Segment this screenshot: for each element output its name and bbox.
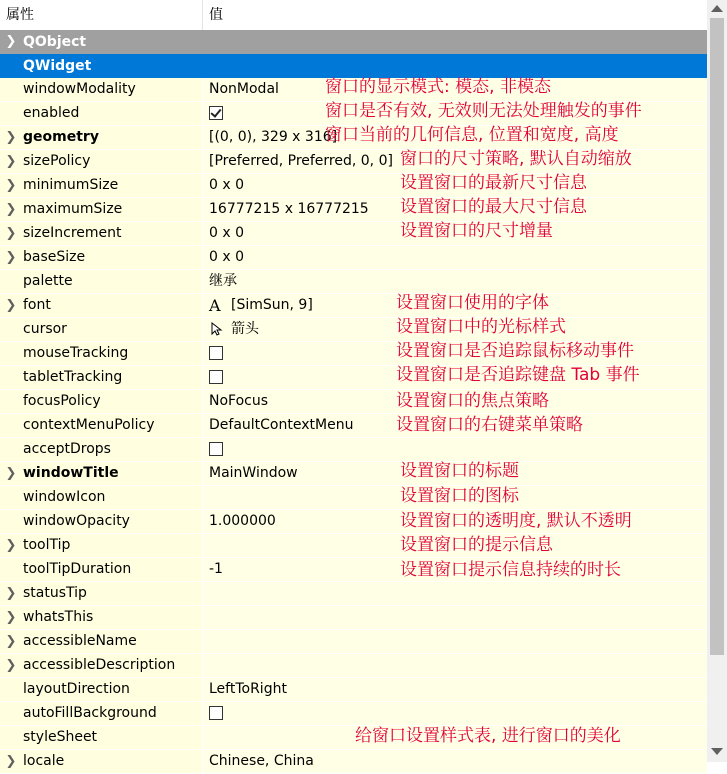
- property-value: Chinese, China: [209, 753, 314, 769]
- property-value: [(0, 0), 329 x 316]: [209, 129, 338, 145]
- chevron-right-icon[interactable]: ❯: [5, 754, 17, 769]
- annotation-cursor: 设置窗口中的光标样式: [396, 317, 566, 337]
- annotation-focusPolicy: 设置窗口的焦点策略: [396, 391, 549, 411]
- chevron-right-icon[interactable]: ❯: [5, 634, 17, 649]
- chevron-right-icon[interactable]: ❯: [5, 586, 17, 601]
- property-name: minimumSize: [23, 177, 119, 193]
- mouseTracking-checkbox[interactable]: [209, 346, 223, 360]
- annotation-tabletTracking: 设置窗口是否追踪键盘 Tab 事件: [396, 365, 640, 385]
- property-name: accessibleName: [23, 633, 137, 649]
- value-cell[interactable]: [202, 270, 707, 293]
- property-value: 继承: [209, 273, 237, 289]
- scroll-up-icon[interactable]: [711, 5, 723, 12]
- annotation-sizeIncrement: 设置窗口的尺寸增量: [400, 221, 553, 241]
- font-icon: A: [209, 296, 221, 315]
- annotation-toolTip: 设置窗口的提示信息: [400, 535, 553, 555]
- property-name: geometry: [23, 129, 99, 145]
- group-qobject[interactable]: [0, 30, 707, 54]
- property-value: [SimSun, 9]: [231, 297, 313, 313]
- row-cursor[interactable]: [0, 318, 707, 342]
- chevron-right-icon[interactable]: ❯: [5, 466, 17, 481]
- property-value: 16777215 x 16777215: [209, 201, 369, 217]
- value-cell[interactable]: [202, 582, 707, 605]
- row-acceptDrops[interactable]: [0, 438, 707, 462]
- value-cell[interactable]: [202, 702, 707, 725]
- row-locale[interactable]: [0, 750, 707, 774]
- value-cell[interactable]: [202, 246, 707, 269]
- annotation-contextMenuPolicy: 设置窗口的右键菜单策略: [396, 415, 583, 435]
- property-table-header: [0, 0, 707, 31]
- row-whatsThis[interactable]: [0, 606, 707, 630]
- annotation-windowModality: 窗口的显示模式: 模态, 非模态: [325, 77, 551, 97]
- property-name: toolTipDuration: [23, 561, 132, 577]
- property-name: layoutDirection: [23, 681, 130, 697]
- vertical-scrollbar[interactable]: [707, 0, 727, 762]
- property-name: statusTip: [23, 585, 87, 601]
- column-divider[interactable]: [202, 0, 203, 30]
- property-value: 0 x 0: [209, 177, 244, 193]
- value-cell[interactable]: [202, 654, 707, 677]
- property-name: windowOpacity: [23, 513, 130, 529]
- property-name: enabled: [23, 105, 80, 121]
- row-accessibleDescription[interactable]: [0, 654, 707, 678]
- annotation-enabled: 窗口是否有效, 无效则无法处理触发的事件: [325, 101, 642, 121]
- annotation-styleSheet: 给窗口设置样式表, 进行窗口的美化: [355, 726, 621, 746]
- property-value: DefaultContextMenu: [209, 417, 354, 433]
- row-palette[interactable]: [0, 270, 707, 294]
- row-accessibleName[interactable]: [0, 630, 707, 654]
- chevron-right-icon[interactable]: ❯: [5, 226, 17, 241]
- value-column-header[interactable]: 值: [209, 7, 223, 23]
- chevron-right-icon[interactable]: ❯: [5, 130, 17, 145]
- scroll-down-icon[interactable]: [711, 748, 723, 755]
- chevron-right-icon[interactable]: ❯: [5, 202, 17, 217]
- arrow-cursor-icon: [211, 322, 223, 336]
- property-value: NoFocus: [209, 393, 269, 409]
- value-cell[interactable]: [202, 606, 707, 629]
- chevron-right-icon[interactable]: ❯: [5, 154, 17, 169]
- tabletTracking-checkbox[interactable]: [209, 370, 223, 384]
- row-sizeIncrement[interactable]: [0, 222, 707, 246]
- property-name: sizeIncrement: [23, 225, 122, 241]
- enabled-checkbox[interactable]: [209, 106, 223, 120]
- row-autoFillBackground[interactable]: [0, 702, 707, 726]
- property-value: 箭头: [231, 321, 259, 337]
- value-cell[interactable]: [202, 630, 707, 653]
- row-windowIcon[interactable]: [0, 486, 707, 510]
- property-value: MainWindow: [209, 465, 298, 481]
- property-name: tabletTracking: [23, 369, 123, 385]
- annotation-windowTitle: 设置窗口的标题: [400, 461, 519, 481]
- acceptDrops-checkbox[interactable]: [209, 442, 223, 456]
- property-name: windowTitle: [23, 465, 119, 481]
- property-name: toolTip: [23, 537, 71, 553]
- annotation-toolTipDuration: 设置窗口提示信息持续的时长: [400, 560, 621, 580]
- property-name: focusPolicy: [23, 393, 101, 409]
- chevron-right-icon[interactable]: ❯: [5, 298, 17, 313]
- annotation-mouseTracking: 设置窗口是否追踪鼠标移动事件: [396, 341, 634, 361]
- property-name: sizePolicy: [23, 153, 91, 169]
- row-statusTip[interactable]: [0, 582, 707, 606]
- property-name: accessibleDescription: [23, 657, 176, 673]
- group-qwidget[interactable]: [0, 54, 707, 78]
- property-name: windowIcon: [23, 489, 106, 505]
- property-value: NonModal: [209, 81, 279, 97]
- row-minimumSize[interactable]: [0, 174, 707, 198]
- annotation-minimumSize: 设置窗口的最新尺寸信息: [400, 173, 587, 193]
- property-name: windowModality: [23, 81, 136, 97]
- property-value: [Preferred, Preferred, 0, 0]: [209, 153, 393, 169]
- row-toolTip[interactable]: [0, 534, 707, 558]
- row-baseSize[interactable]: [0, 246, 707, 270]
- property-name: mouseTracking: [23, 345, 129, 361]
- property-value: 0 x 0: [209, 249, 244, 265]
- annotation-maximumSize: 设置窗口的最大尺寸信息: [400, 197, 587, 217]
- row-contextMenuPolicy[interactable]: [0, 414, 707, 438]
- chevron-right-icon[interactable]: ❯: [5, 34, 17, 49]
- annotation-windowIcon: 设置窗口的图标: [400, 486, 519, 506]
- chevron-right-icon[interactable]: ❯: [5, 610, 17, 625]
- property-name: styleSheet: [23, 729, 98, 745]
- scrollbar-thumb[interactable]: [710, 18, 724, 655]
- property-name: contextMenuPolicy: [23, 417, 155, 433]
- row-layoutDirection[interactable]: [0, 678, 707, 702]
- chevron-right-icon[interactable]: ❯: [5, 250, 17, 265]
- property-name: maximumSize: [23, 201, 123, 217]
- value-cell[interactable]: [202, 678, 707, 701]
- chevron-right-icon[interactable]: ❯: [5, 538, 17, 553]
- property-value: LeftToRight: [209, 681, 287, 697]
- value-cell[interactable]: [202, 438, 707, 461]
- row-maximumSize[interactable]: [0, 198, 707, 222]
- property-column-header[interactable]: 属性: [6, 7, 34, 23]
- group-label: QObject: [23, 34, 87, 50]
- property-name: acceptDrops: [23, 441, 111, 457]
- chevron-right-icon[interactable]: ❯: [5, 658, 17, 673]
- property-name: locale: [23, 753, 65, 769]
- autoFillBackground-checkbox[interactable]: [209, 706, 223, 720]
- property-name: font: [23, 297, 51, 313]
- chevron-right-icon[interactable]: ❯: [5, 178, 17, 193]
- chevron-down-icon[interactable]: [4, 54, 18, 78]
- property-value: 0 x 0: [209, 225, 244, 241]
- property-name: baseSize: [23, 249, 86, 265]
- row-font[interactable]: [0, 294, 707, 318]
- annotation-geometry: 窗口当前的几何信息, 位置和宽度, 高度: [325, 125, 619, 145]
- annotation-windowOpacity: 设置窗口的透明度, 默认不透明: [400, 511, 632, 531]
- property-name: autoFillBackground: [23, 705, 157, 721]
- row-focusPolicy[interactable]: [0, 390, 707, 414]
- property-name: whatsThis: [23, 609, 94, 625]
- property-value: 1.000000: [209, 513, 276, 529]
- annotation-font: 设置窗口使用的字体: [396, 293, 549, 313]
- property-value: -1: [209, 561, 223, 577]
- group-label: QWidget: [23, 58, 92, 74]
- property-name: cursor: [23, 321, 67, 337]
- row-windowTitle[interactable]: [0, 462, 707, 486]
- annotation-sizePolicy: 窗口的尺寸策略, 默认自动缩放: [400, 149, 632, 169]
- property-name: palette: [23, 273, 73, 289]
